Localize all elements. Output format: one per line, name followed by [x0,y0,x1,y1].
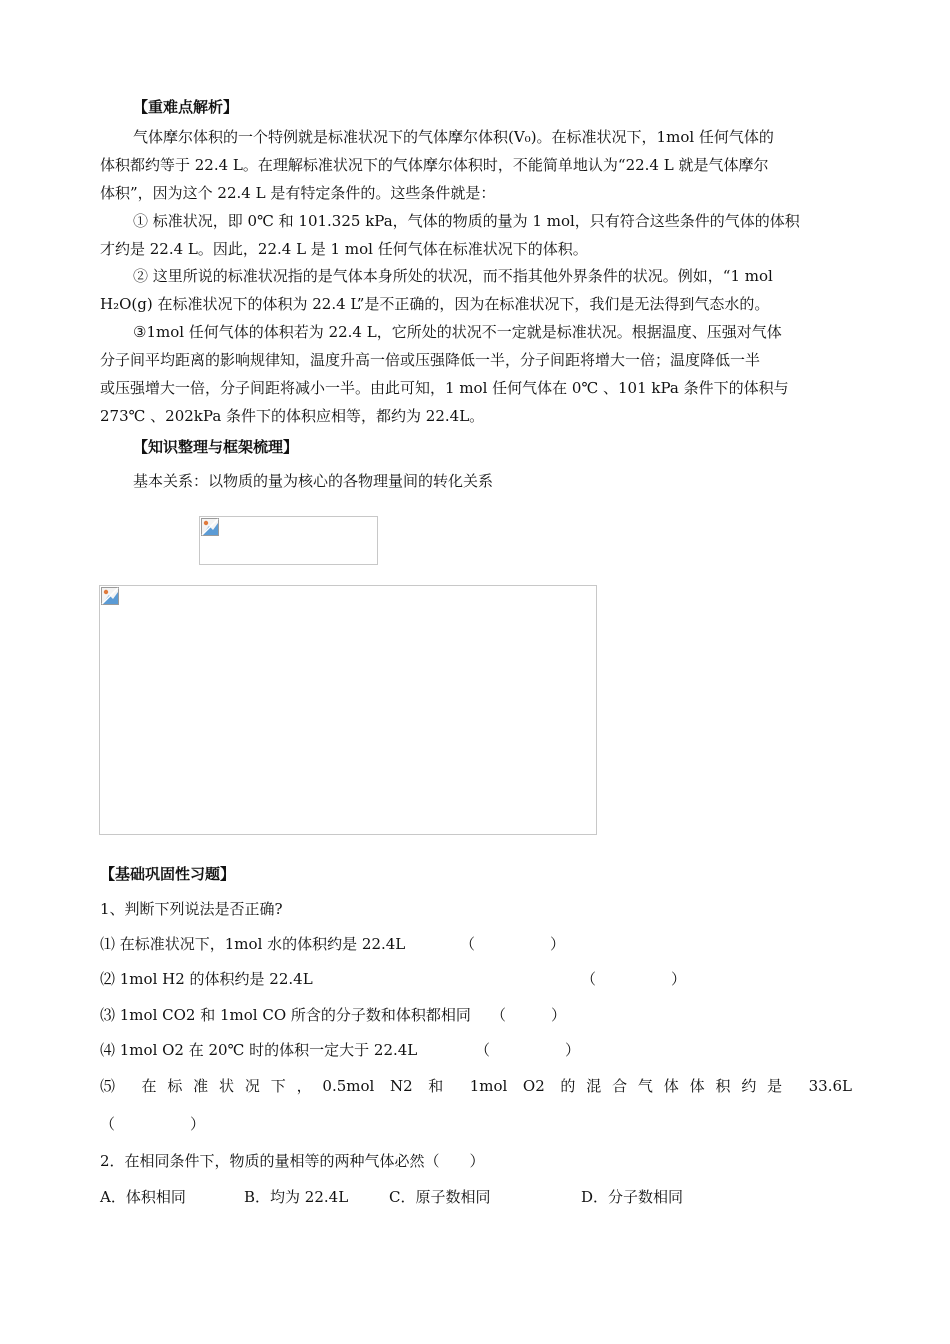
paragraph-line: 才约是 22.4 L。因此，22.4 L 是 1 mol 任何气体在标准状况下的体积。 [100,240,588,258]
paragraph-line: ③1mol 任何气体的体积若为 22.4 L，它所处的状况不一定就是标准状况。根据温度、压强对气体 [133,323,782,341]
paragraph-line: H₂O(g) 在标准状况下的体积为 22.4 L”是不正确的，因为在标准状况下，我们是无法得到气态水的。 [100,295,770,313]
paragraph-line: 气体摩尔体积的一个特例就是标准状况下的气体摩尔体积(V₀)。在标准状况下，1mol 任何气体的 [133,128,774,146]
paragraph-line: 或压强增大一倍，分子间距将减小一半。由此可知，1 mol 任何气体在 0℃ 、101 kPa 条件下的体积与 [100,379,789,397]
answer-blank: （ ） [475,1041,581,1059]
option-b: B．均为 22.4L [244,1188,349,1206]
paragraph-line: ② 这里所说的标准状况指的是气体本身所处的状况，而不指其他外界条件的状况。例如，“1 mol [133,267,773,285]
section-heading-knowledge: 【知识整理与框架梳理】 [133,438,299,456]
paragraph-line: 体积都约等于 22.4 L。在理解标准状况下的气体摩尔体积时，不能简单地认为“22.4 L 就是气体摩尔 [100,156,769,174]
question-1-item: ⑷ 1mol O2 在 20℃ 时的体积一定大于 22.4L [100,1041,418,1059]
paragraph-line: 273℃ 、202kPa 条件下的体积应相等，都约为 22.4L。 [100,407,485,425]
option-c: C．原子数相同 [389,1188,491,1206]
answer-blank: （ ） [581,970,687,988]
broken-image-diagram [99,585,597,835]
section-heading-difficult: 【重难点解析】 [133,98,239,116]
question-1-item: ⑴ 在标准状况下，1mol 水的体积约是 22.4L [100,935,406,953]
broken-image-icon [101,587,119,605]
question-1-stem: 1、判断下列说法是否正确? [100,900,283,918]
paragraph-line: 体积”，因为这个 22.4 L 是有特定条件的。这些条件就是： [100,184,496,202]
broken-image-small [199,516,378,565]
question-2-stem: 2．在相同条件下，物质的量相等的两种气体必然（ ） [100,1152,485,1170]
knowledge-intro: 基本关系：以物质的量为核心的各物理量间的转化关系 [133,472,494,490]
answer-blank: （ ） [460,935,566,953]
option-a: A．体积相同 [100,1188,186,1206]
question-1-item: ⑵ 1mol H2 的体积约是 22.4L [100,970,313,988]
answer-blank: （ ） [491,1006,567,1024]
answer-blank: （ ） [100,1115,206,1133]
broken-image-icon [201,518,219,536]
paragraph-line: 分子间平均距离的影响规律知，温度升高一倍或压强降低一半，分子间距将增大一倍；温度降低一半 [100,351,761,369]
section-heading-exercise: 【基础巩固性习题】 [100,865,236,883]
question-1-item: ⑸ 在标准状况下，0.5mol N2 和 1mol O2 的混合气体体积约是 33.6L [100,1077,852,1095]
option-d: D．分子数相同 [581,1188,684,1206]
paragraph-line: ① 标准状况，即 0℃ 和 101.325 kPa，气体的物质的量为 1 mol，只有符合这些条件的气体的体积 [133,212,800,230]
question-1-item: ⑶ 1mol CO2 和 1mol CO 所含的分子数和体积都相同 [100,1006,471,1024]
